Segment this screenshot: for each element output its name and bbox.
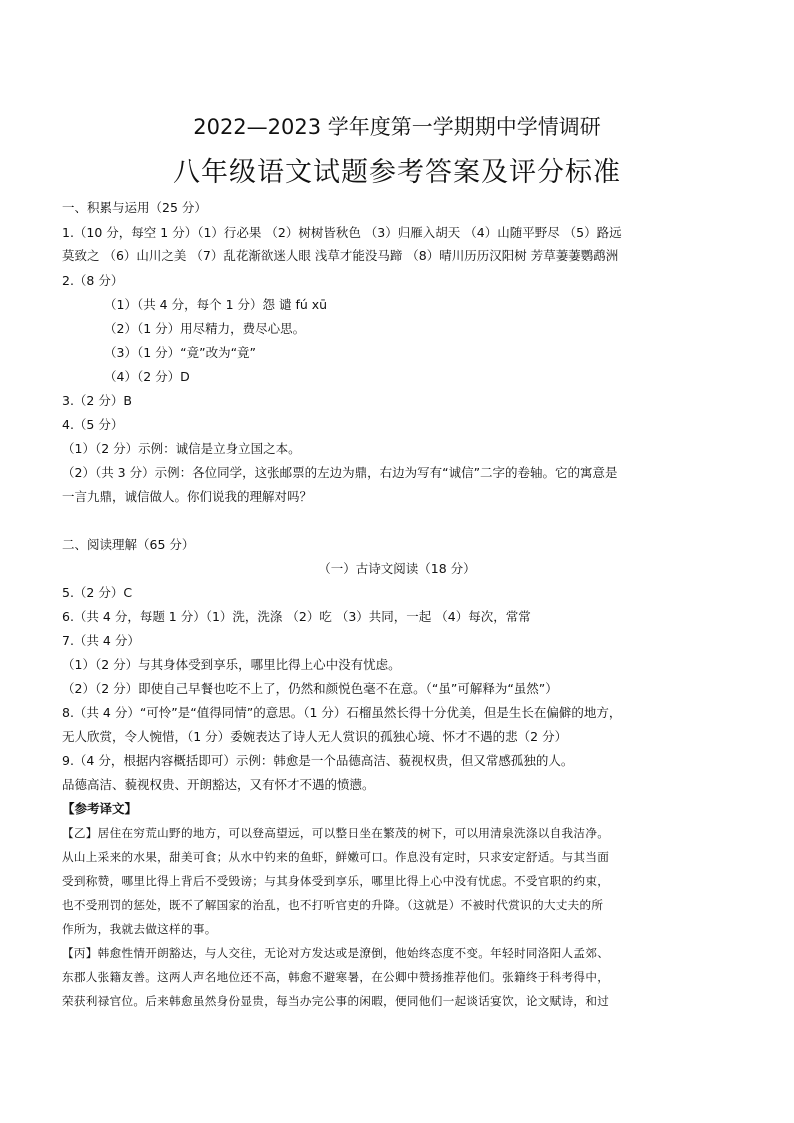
q2-item: （4）（2 分）D [104, 369, 190, 384]
q1-line1: 1.（10 分，每空 1 分）（1）行必果 （2）树树皆秋色 （3）归雁入胡天 （4）山随平野尽 （5）路远 [62, 225, 622, 240]
q6-answer: 6.（共 4 分，每题 1 分）（1）洗，洗涤 （2）吃 （3）共同，一起 （4）每次，常常 [62, 609, 531, 624]
q4-part2-line1: （2）（共 3 分）示例：各位同学，这张邮票的左边为鼎，右边为写有“诚信”二字的卷轴。它的寓意是 [62, 465, 618, 480]
translation-line: 作所为，我就去做这样的事。 [62, 922, 217, 936]
answer-key-title: 八年级语文试题参考答案及评分标准 [173, 157, 621, 188]
q5-answer: 5.（2 分）C [62, 585, 133, 600]
q4-part1: （1）（2 分）示例：诚信是立身立国之本。 [62, 441, 301, 456]
q8-line2: 无人欣赏，令人惋惜，（1 分）委婉表达了诗人无人赏识的孤独心境、怀才不遇的悲（2 分） [62, 729, 568, 744]
q2-item: （3）（1 分）“竟”改为“竟” [104, 345, 257, 360]
q7-heading: 7.（共 4 分） [62, 633, 140, 648]
section2-heading: 二、阅读理解（65 分） [62, 537, 195, 552]
exam-title: 2022—2023 学年度第一学期期中学情调研 [193, 115, 601, 139]
q2-item: （1）（共 4 分，每个 1 分）怨 谴 fú xū [104, 297, 328, 312]
q9-line1: 9.（4 分，根据内容概括即可）示例：韩愈是一个品德高洁、藐视权贵，但又常感孤独的人。 [62, 753, 574, 768]
q7-part1: （1）（2 分）与其身体受到享乐，哪里比得上心中没有忧虑。 [62, 657, 401, 672]
q1-line2: 莫致之 （6）山川之美 （7）乱花渐欲迷人眼 浅草才能没马蹄 （8）晴川历历汉阳树 芳草萋萋鹦鹉洲 [62, 248, 619, 263]
translation-line: 【乙】居住在穷荒山野的地方，可以登高望远，可以整日坐在繁茂的树下，可以用清泉洗涤以自我洁净。 [62, 826, 610, 840]
q3-answer: 3.（2 分）B [62, 393, 132, 408]
translation-line: 从山上采来的水果，甜美可食；从水中钓来的鱼虾，鲜嫩可口。作息没有定时，只求安定舒适。与其当面 [62, 850, 610, 864]
q8-line1: 8.（共 4 分）“可怜”是“值得同情”的意思。（1 分）石榴虽然长得十分优美，但是生长在偏僻的地方， [62, 705, 622, 720]
q7-part2: （2）（2 分）即使自己早餐也吃不上了，仍然和颜悦色毫不在意。（“虽”可解释为“虽然”） [62, 681, 558, 696]
translation-heading: 【参考译文】 [62, 801, 138, 816]
q9-line2: 品德高洁、藐视权贵、开朗豁达，又有怀才不遇的愤懑。 [62, 777, 375, 792]
q2-item: （2）（1 分）用尽精力，费尽心思。 [104, 321, 306, 336]
translation-line: 东郡人张籍友善。这两人声名地位还不高，韩愈不避寒暑，在公卿中赞扬推荐他们。张籍终于科考得中， [62, 970, 610, 984]
translation-line: 荣获利禄官位。后来韩愈虽然身份显贵，每当办完公事的闲暇，便同他们一起谈话宴饮，论文赋诗，和过 [62, 994, 610, 1008]
section1-heading: 一、积累与运用（25 分） [62, 200, 207, 215]
translation-line: 受到称赞，哪里比得上背后不受毁谤；与其身体受到享乐，哪里比得上心中没有忧虑。不受官职的约束， [62, 874, 610, 888]
q2-heading: 2.（8 分） [62, 273, 124, 288]
q4-heading: 4.（5 分） [62, 417, 124, 432]
section2-subheading: （一）古诗文阅读（18 分） [318, 561, 476, 576]
translation-line: 也不受刑罚的惩处，既不了解国家的治乱，也不打听官吏的升降。（这就是）不被时代赏识的大丈夫的所 [62, 898, 604, 912]
translation-line: 【丙】韩愈性情开朗豁达，与人交往，无论对方发达或是潦倒，他始终态度不变。年轻时同洛阳人孟郊、 [62, 946, 610, 960]
q4-part2-line2: 一言九鼎，诚信做人。你们说我的理解对吗？ [62, 489, 313, 504]
